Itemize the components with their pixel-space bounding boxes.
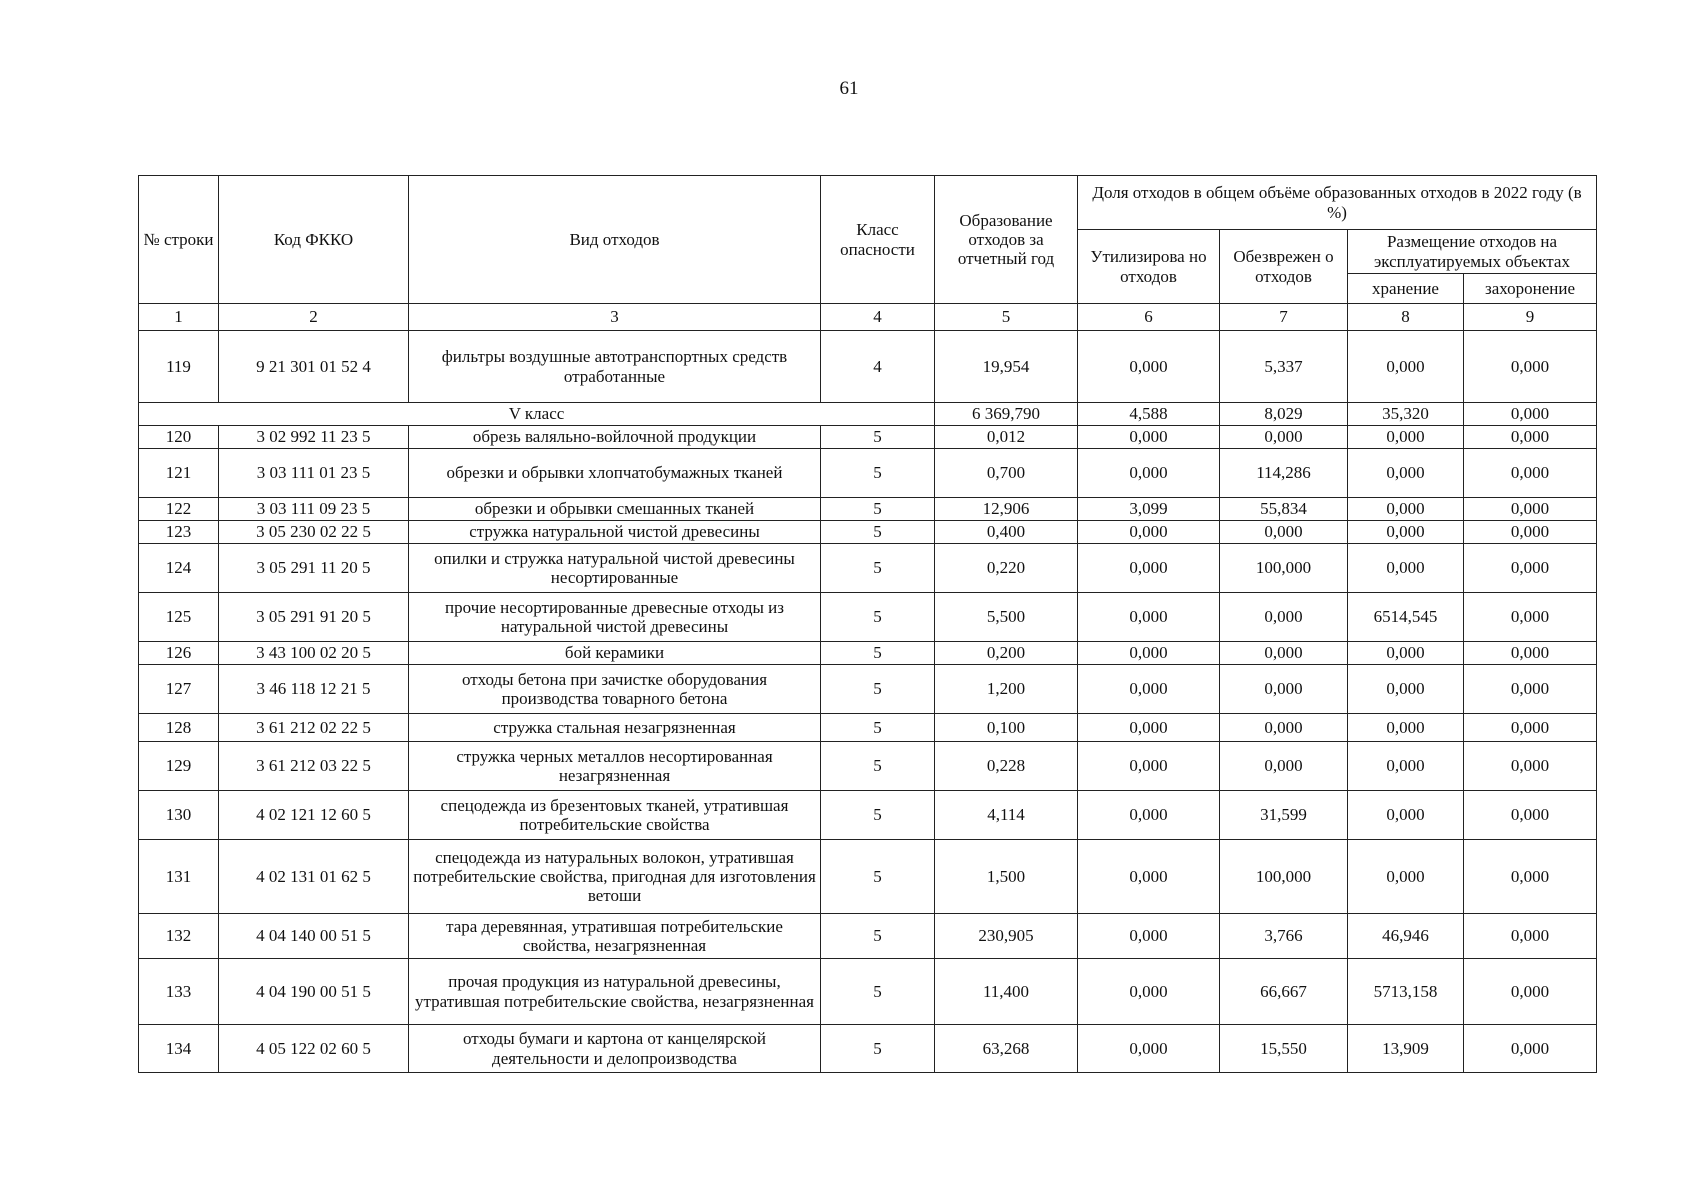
burial-cell: 0,000	[1464, 840, 1597, 914]
formation-cell: 0,012	[935, 426, 1078, 449]
table-row	[139, 665, 1597, 714]
col-header-formation: Образование отходов за отчетный год	[935, 176, 1078, 304]
storage-cell: 0,000	[1348, 521, 1464, 544]
hazard-class-cell: 5	[821, 521, 935, 544]
formation-cell: 6 369,790	[935, 403, 1078, 426]
row-number-cell: 134	[139, 1025, 219, 1073]
neutralized-cell: 0,000	[1220, 714, 1348, 742]
col-header-neutralized: Обезврежен о отходов	[1220, 230, 1348, 304]
column-number: 6	[1078, 304, 1220, 331]
utilized-cell: 0,000	[1078, 914, 1220, 959]
neutralized-cell: 0,000	[1220, 593, 1348, 642]
column-number: 4	[821, 304, 935, 331]
row-number-cell: 125	[139, 593, 219, 642]
row-number-cell: 120	[139, 426, 219, 449]
column-numbers-row	[139, 304, 1597, 331]
code-cell: 4 04 190 00 51 5	[219, 959, 409, 1025]
header-row-1	[139, 176, 1597, 230]
code-cell: 3 61 212 02 22 5	[219, 714, 409, 742]
waste-type-cell: тара деревянная, утратившая потребительские свойства, незагрязненная	[409, 914, 821, 959]
code-cell: 3 46 118 12 21 5	[219, 665, 409, 714]
col-header-type: Вид отходов	[409, 176, 821, 304]
burial-cell: 0,000	[1464, 498, 1597, 521]
utilized-cell: 0,000	[1078, 1025, 1220, 1073]
code-cell: 3 02 992 11 23 5	[219, 426, 409, 449]
utilized-cell: 0,000	[1078, 449, 1220, 498]
waste-type-cell: прочие несортированные древесные отходы из натуральной чистой древесины	[409, 593, 821, 642]
burial-cell: 0,000	[1464, 665, 1597, 714]
storage-cell: 0,000	[1348, 742, 1464, 791]
utilized-cell: 0,000	[1078, 544, 1220, 593]
hazard-class-cell: 5	[821, 1025, 935, 1073]
row-number-cell: 130	[139, 791, 219, 840]
utilized-cell: 0,000	[1078, 426, 1220, 449]
code-cell: 3 05 291 11 20 5	[219, 544, 409, 593]
burial-cell: 0,000	[1464, 714, 1597, 742]
formation-cell: 1,500	[935, 840, 1078, 914]
table-row	[139, 714, 1597, 742]
hazard-class-cell: 5	[821, 544, 935, 593]
col-header-utilized: Утилизирова но отходов	[1078, 230, 1220, 304]
neutralized-cell: 0,000	[1220, 665, 1348, 714]
storage-cell: 35,320	[1348, 403, 1464, 426]
utilized-cell: 0,000	[1078, 742, 1220, 791]
burial-cell: 0,000	[1464, 331, 1597, 403]
col-header-row-no: № строки	[139, 176, 219, 304]
waste-type-cell: спецодежда из натуральных волокон, утратившая потребительские свойства, пригодная для изготовления ветоши	[409, 840, 821, 914]
col-header-placement-group: Размещение отходов на эксплуатируемых объектах	[1348, 230, 1597, 274]
col-header-burial: захоронение	[1464, 274, 1597, 304]
burial-cell: 0,000	[1464, 544, 1597, 593]
storage-cell: 5713,158	[1348, 959, 1464, 1025]
formation-cell: 0,200	[935, 642, 1078, 665]
row-number-cell: 124	[139, 544, 219, 593]
storage-cell: 0,000	[1348, 840, 1464, 914]
hazard-class-cell: 5	[821, 665, 935, 714]
utilized-cell: 4,588	[1078, 403, 1220, 426]
waste-table	[138, 175, 1597, 1073]
hazard-class-cell: 5	[821, 714, 935, 742]
table-row	[139, 593, 1597, 642]
hazard-class-cell: 5	[821, 840, 935, 914]
neutralized-cell: 5,337	[1220, 331, 1348, 403]
row-number-cell: 129	[139, 742, 219, 791]
formation-cell: 0,220	[935, 544, 1078, 593]
neutralized-cell: 100,000	[1220, 544, 1348, 593]
utilized-cell: 0,000	[1078, 840, 1220, 914]
table-row	[139, 498, 1597, 521]
burial-cell: 0,000	[1464, 593, 1597, 642]
waste-type-cell: обрезь валяльно-войлочной продукции	[409, 426, 821, 449]
column-number: 1	[139, 304, 219, 331]
col-header-storage: хранение	[1348, 274, 1464, 304]
col-header-hazard-class: Класс опасности	[821, 176, 935, 304]
table-row	[139, 449, 1597, 498]
utilized-cell: 3,099	[1078, 498, 1220, 521]
formation-cell: 0,228	[935, 742, 1078, 791]
row-number-cell: 128	[139, 714, 219, 742]
waste-type-cell: обрезки и обрывки хлопчатобумажных тканей	[409, 449, 821, 498]
neutralized-cell: 66,667	[1220, 959, 1348, 1025]
table-body	[139, 331, 1597, 1073]
storage-cell: 0,000	[1348, 791, 1464, 840]
table-row	[139, 959, 1597, 1025]
table-row	[139, 791, 1597, 840]
code-cell: 9 21 301 01 52 4	[219, 331, 409, 403]
formation-cell: 230,905	[935, 914, 1078, 959]
waste-type-cell: опилки и стружка натуральной чистой древесины несортированные	[409, 544, 821, 593]
neutralized-cell: 100,000	[1220, 840, 1348, 914]
class-summary-row	[139, 403, 1597, 426]
storage-cell: 0,000	[1348, 544, 1464, 593]
formation-cell: 11,400	[935, 959, 1078, 1025]
hazard-class-cell: 5	[821, 642, 935, 665]
storage-cell: 6514,545	[1348, 593, 1464, 642]
neutralized-cell: 3,766	[1220, 914, 1348, 959]
table-row	[139, 544, 1597, 593]
hazard-class-cell: 5	[821, 959, 935, 1025]
table-row	[139, 426, 1597, 449]
waste-type-cell: обрезки и обрывки смешанных тканей	[409, 498, 821, 521]
waste-type-cell: отходы бумаги и картона от канцелярской деятельности и делопроизводства	[409, 1025, 821, 1073]
hazard-class-cell: 5	[821, 791, 935, 840]
waste-type-cell: отходы бетона при зачистке оборудования производства товарного бетона	[409, 665, 821, 714]
col-header-share-group: Доля отходов в общем объёме образованных отходов в 2022 году (в %)	[1078, 176, 1597, 230]
code-cell: 4 04 140 00 51 5	[219, 914, 409, 959]
formation-cell: 4,114	[935, 791, 1078, 840]
table-row	[139, 642, 1597, 665]
column-number: 7	[1220, 304, 1348, 331]
table-row	[139, 331, 1597, 403]
col-header-code: Код ФККО	[219, 176, 409, 304]
code-cell: 3 43 100 02 20 5	[219, 642, 409, 665]
utilized-cell: 0,000	[1078, 331, 1220, 403]
storage-cell: 0,000	[1348, 498, 1464, 521]
code-cell: 3 03 111 01 23 5	[219, 449, 409, 498]
waste-type-cell: бой керамики	[409, 642, 821, 665]
class-label-cell: V класс	[139, 403, 935, 426]
formation-cell: 0,700	[935, 449, 1078, 498]
burial-cell: 0,000	[1464, 1025, 1597, 1073]
hazard-class-cell: 5	[821, 426, 935, 449]
hazard-class-cell: 5	[821, 914, 935, 959]
utilized-cell: 0,000	[1078, 959, 1220, 1025]
waste-type-cell: стружка стальная незагрязненная	[409, 714, 821, 742]
burial-cell: 0,000	[1464, 959, 1597, 1025]
utilized-cell: 0,000	[1078, 593, 1220, 642]
formation-cell: 0,400	[935, 521, 1078, 544]
row-number-cell: 132	[139, 914, 219, 959]
column-number: 9	[1464, 304, 1597, 331]
utilized-cell: 0,000	[1078, 714, 1220, 742]
code-cell: 3 03 111 09 23 5	[219, 498, 409, 521]
row-number-cell: 126	[139, 642, 219, 665]
burial-cell: 0,000	[1464, 449, 1597, 498]
hazard-class-cell: 5	[821, 498, 935, 521]
neutralized-cell: 55,834	[1220, 498, 1348, 521]
burial-cell: 0,000	[1464, 642, 1597, 665]
neutralized-cell: 0,000	[1220, 642, 1348, 665]
burial-cell: 0,000	[1464, 426, 1597, 449]
waste-type-cell: стружка натуральной чистой древесины	[409, 521, 821, 544]
storage-cell: 0,000	[1348, 426, 1464, 449]
waste-type-cell: фильтры воздушные автотранспортных средств отработанные	[409, 331, 821, 403]
table-row	[139, 1025, 1597, 1073]
neutralized-cell: 0,000	[1220, 426, 1348, 449]
code-cell: 3 05 230 02 22 5	[219, 521, 409, 544]
column-number: 5	[935, 304, 1078, 331]
utilized-cell: 0,000	[1078, 521, 1220, 544]
code-cell: 3 61 212 03 22 5	[219, 742, 409, 791]
formation-cell: 5,500	[935, 593, 1078, 642]
table-row	[139, 840, 1597, 914]
neutralized-cell: 8,029	[1220, 403, 1348, 426]
row-number-cell: 133	[139, 959, 219, 1025]
neutralized-cell: 15,550	[1220, 1025, 1348, 1073]
neutralized-cell: 31,599	[1220, 791, 1348, 840]
neutralized-cell: 0,000	[1220, 521, 1348, 544]
row-number-cell: 131	[139, 840, 219, 914]
hazard-class-cell: 5	[821, 449, 935, 498]
code-cell: 4 02 121 12 60 5	[219, 791, 409, 840]
storage-cell: 0,000	[1348, 449, 1464, 498]
row-number-cell: 123	[139, 521, 219, 544]
burial-cell: 0,000	[1464, 521, 1597, 544]
page-number: 61	[839, 78, 859, 99]
storage-cell: 0,000	[1348, 665, 1464, 714]
neutralized-cell: 0,000	[1220, 742, 1348, 791]
utilized-cell: 0,000	[1078, 642, 1220, 665]
formation-cell: 1,200	[935, 665, 1078, 714]
waste-type-cell: прочая продукция из натуральной древесины, утратившая потребительские свойства, незагрязненная	[409, 959, 821, 1025]
column-number: 3	[409, 304, 821, 331]
burial-cell: 0,000	[1464, 791, 1597, 840]
storage-cell: 46,946	[1348, 914, 1464, 959]
column-number: 8	[1348, 304, 1464, 331]
table-row	[139, 914, 1597, 959]
burial-cell: 0,000	[1464, 403, 1597, 426]
hazard-class-cell: 5	[821, 593, 935, 642]
column-number: 2	[219, 304, 409, 331]
storage-cell: 0,000	[1348, 714, 1464, 742]
code-cell: 3 05 291 91 20 5	[219, 593, 409, 642]
burial-cell: 0,000	[1464, 742, 1597, 791]
waste-type-cell: спецодежда из брезентовых тканей, утратившая потребительские свойства	[409, 791, 821, 840]
storage-cell: 0,000	[1348, 331, 1464, 403]
formation-cell: 63,268	[935, 1025, 1078, 1073]
table-row	[139, 521, 1597, 544]
code-cell: 4 02 131 01 62 5	[219, 840, 409, 914]
waste-type-cell: стружка черных металлов несортированная незагрязненная	[409, 742, 821, 791]
utilized-cell: 0,000	[1078, 791, 1220, 840]
code-cell: 4 05 122 02 60 5	[219, 1025, 409, 1073]
storage-cell: 13,909	[1348, 1025, 1464, 1073]
formation-cell: 12,906	[935, 498, 1078, 521]
burial-cell: 0,000	[1464, 914, 1597, 959]
row-number-cell: 119	[139, 331, 219, 403]
formation-cell: 0,100	[935, 714, 1078, 742]
row-number-cell: 121	[139, 449, 219, 498]
table-row	[139, 742, 1597, 791]
formation-cell: 19,954	[935, 331, 1078, 403]
hazard-class-cell: 4	[821, 331, 935, 403]
row-number-cell: 127	[139, 665, 219, 714]
storage-cell: 0,000	[1348, 642, 1464, 665]
hazard-class-cell: 5	[821, 742, 935, 791]
neutralized-cell: 114,286	[1220, 449, 1348, 498]
utilized-cell: 0,000	[1078, 665, 1220, 714]
row-number-cell: 122	[139, 498, 219, 521]
